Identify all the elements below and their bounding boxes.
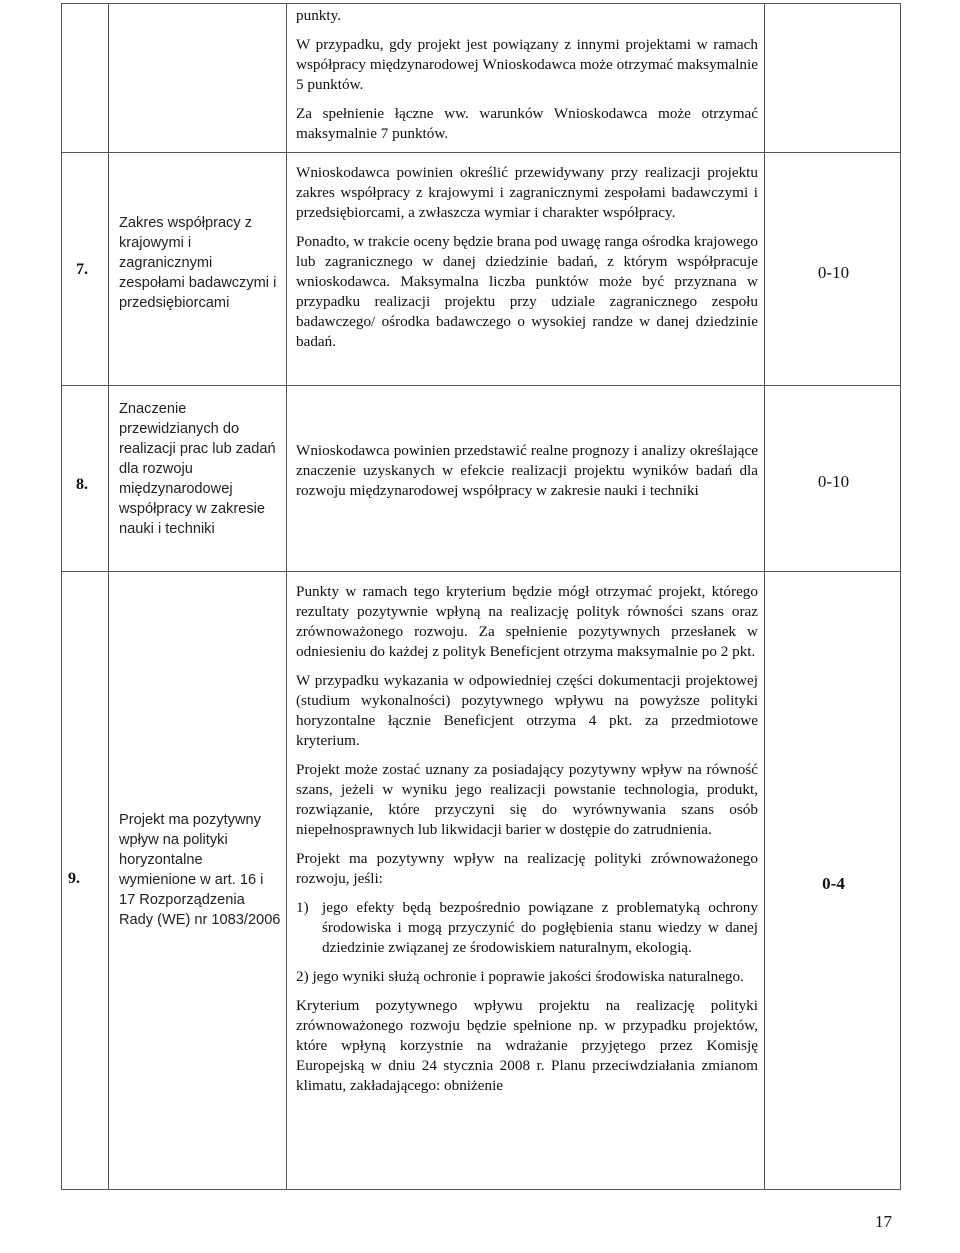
column-divider — [108, 4, 109, 1189]
description-cell — [296, 441, 758, 510]
row-number: 9. — [68, 870, 80, 887]
list-item — [296, 898, 758, 958]
points-cell — [765, 153, 902, 385]
paragraph: Punkty w ramach tego kryterium będzie mógł otrzymać projekt, którego rezultaty pozytywnie wpłyną na realizację polityk równości szans oraz zrównoważonego rozwoju. Za spełnienie pozytywnych przesłanek w odniesieniu do każdej z polityk Beneficjent otrzyma maksymalnie po 2 pkt. — [296, 583, 758, 660]
column-divider — [286, 4, 287, 1189]
description-cell — [296, 163, 758, 361]
page-number: 17 — [875, 1212, 892, 1231]
paragraph: W przypadku wykazania w odpowiedniej części dokumentacji projektowej (studium wykonalności) pozytywnego wpływu na powyższe polityki horyzontalne łącznie Beneficjent otrzyma 4 pkt. za przedmiotowe kryterium. — [296, 672, 758, 749]
paragraph: Ponadto, w trakcie oceny będzie brana pod uwagę ranga ośrodka krajowego lub zagranicznego w danej dziedzinie badań, z którym współpracuje wnioskodawca. Maksymalna liczba punktów może być przyznana w przypadku realizacji projektu przy udziale zagranicznego zespołu badawczego/ ośrodka badawczego o wysokiej randze w danej dziedzinie badań. — [296, 233, 758, 350]
row-number-cell — [62, 153, 108, 385]
points-cell — [765, 572, 902, 1190]
paragraph: Kryterium pozytywnego wpływu projektu na realizację polityki zrównoważonego rozwoju będzie spełnione np. w przypadku projektów, które wpłyną korzystnie na wdrażanie przyjętego przez Komisję Europejską w dniu 24 stycznia 2008 r. Planu przeciwdziałania zmianom klimatu, zakładającego: obniżenie — [296, 997, 758, 1094]
points-value: 0-10 — [817, 263, 850, 282]
paragraph: Za spełnienie łączne ww. warunków Wnioskodawca może otrzymać maksymalnie 7 punktów. — [296, 105, 758, 142]
row-number: 7. — [76, 261, 88, 278]
paragraph: Projekt ma pozytywny wpływ na realizację polityki zrównoważonego rozwoju, jeśli: — [296, 850, 758, 887]
points-value: 0-4 — [822, 874, 845, 893]
list-text: jego wyniki służą ochronie i poprawie jakości środowiska naturalnego. — [312, 968, 744, 985]
list-label: 1) — [296, 899, 309, 916]
list-label: 2) — [296, 968, 309, 985]
paragraph: Wnioskodawca powinien przedstawić realne prognozy i analizy określające znaczenie uzyskanych w efekcie realizacji projektu wyników badań dla rozwoju międzynarodowej współpracy w zakresie nauki i techniki — [296, 442, 758, 499]
criterion-name: Projekt ma pozytywny wpływ na polityki horyzontalne wymienione w art. 16 i 17 Rozporządzenia Rady (WE) nr 1083/2006 — [119, 812, 281, 928]
points-value: 0-10 — [817, 472, 850, 491]
list-text: jego efekty będą bezpośrednio powiązane z problematyką ochrony środowiska i mogą przyczynić do pogłębienia stanu wiedzy w danej dziedzinie związanej ze środowiskiem naturalnym, ekologią. — [322, 899, 758, 956]
paragraph: W przypadku, gdy projekt jest powiązany z innymi projektami w ramach współpracy międzynarodowej Wnioskodawca może otrzymać maksymalnie 5 punktów. — [296, 36, 758, 93]
paragraph — [296, 967, 758, 987]
paragraph: punkty. — [296, 7, 341, 24]
row-number-cell — [62, 572, 108, 1190]
row-number-cell — [62, 386, 108, 571]
continuation-cell — [296, 6, 758, 153]
paragraph: Projekt może zostać uznany za posiadający pozytywny wpływ na równość szans, jeżeli w wyniku jego realizacji powstanie technologia, produkt, rozwiązanie, które przyczyni się do wyrównywania szans osób niepełnosprawnych lub likwidacji barier w dostępie do zatrudnienia. — [296, 761, 758, 838]
points-cell — [765, 386, 902, 571]
description-cell — [296, 582, 758, 1105]
criteria-table — [61, 3, 901, 1190]
row-number: 8. — [76, 476, 88, 493]
paragraph: Wnioskodawca powinien określić przewidywany przy realizacji projektu zakres współpracy z krajowymi i zagranicznymi zespołami badawczymi i przedsiębiorcami, a zwłaszcza wymiar i charakter współpracy. — [296, 164, 758, 221]
criterion-name: Znaczenie przewidzianych do realizacji prac lub zadań dla rozwoju międzynarodowej współpracy w zakresie nauki i techniki — [119, 401, 276, 537]
criterion-name: Zakres współpracy z krajowymi i zagranicznymi zespołami badawczymi i przedsiębiorcami — [119, 215, 277, 311]
